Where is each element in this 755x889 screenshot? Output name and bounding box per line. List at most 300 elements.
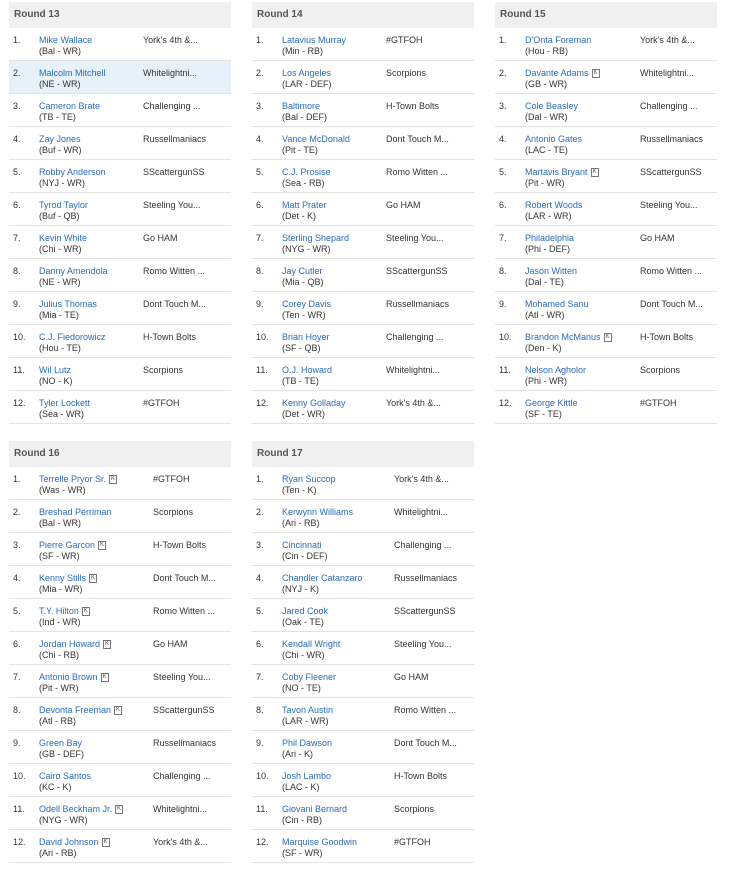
player-team-position: (Mia - WR) — [39, 584, 83, 594]
player-team-position: (NYJ - WR) — [39, 178, 85, 188]
player-link[interactable]: C.J. Fiedorowicz — [39, 332, 106, 342]
pick-row — [9, 28, 231, 61]
keeper-badge: K — [83, 608, 88, 615]
keeper-badge: K — [605, 334, 610, 341]
pick-number: 8. — [13, 266, 21, 276]
player-team-position: (Bal - DEF) — [282, 112, 327, 122]
player-link[interactable]: Julius Thomas — [39, 299, 97, 309]
player-name-cell — [39, 35, 92, 45]
pick-row — [252, 665, 474, 698]
pick-row — [9, 259, 231, 292]
player-name-cell — [39, 134, 81, 144]
pick-number: 7. — [13, 672, 21, 682]
player-team-position: (Was - WR) — [39, 485, 86, 495]
player-name-cell — [525, 200, 582, 210]
player-link[interactable]: Sterling Shepard — [282, 233, 350, 243]
player-link[interactable]: Brian Hoyer — [282, 332, 330, 342]
player-team-position: (LAR - WR) — [525, 211, 572, 221]
player-name-cell — [525, 233, 574, 243]
player-link[interactable]: Kenny Stills — [39, 573, 87, 583]
player-link[interactable]: Tavon Austin — [282, 705, 334, 715]
pick-row — [9, 467, 231, 500]
fantasy-team-name: Romo Witten ... — [386, 167, 449, 177]
player-team-position: (Mia - TE) — [39, 310, 79, 320]
fantasy-team-name: Dont Touch M... — [394, 738, 457, 748]
fantasy-team-name: Scorpions — [143, 365, 184, 375]
player-name-cell — [525, 68, 600, 78]
pick-number: 10. — [256, 771, 269, 781]
player-link[interactable]: Jay Cutler — [282, 266, 323, 276]
pick-number: 10. — [256, 332, 269, 342]
pick-number: 9. — [13, 738, 21, 748]
player-name-cell — [39, 167, 106, 177]
player-name-cell — [39, 837, 110, 847]
pick-number: 4. — [13, 134, 21, 144]
pick-row — [9, 325, 231, 358]
fantasy-team-name: Steeling You... — [394, 639, 452, 649]
fantasy-team-name: H-Town Bolts — [640, 332, 694, 342]
fantasy-team-name: Russellmaniacs — [640, 134, 704, 144]
pick-row — [9, 764, 231, 797]
player-name-cell — [282, 233, 349, 243]
pick-row — [252, 28, 474, 61]
fantasy-team-name: York's 4th &... — [386, 398, 441, 408]
player-link[interactable]: O.J. Howard — [282, 365, 333, 375]
pick-row — [9, 61, 231, 94]
fantasy-team-name: Go HAM — [394, 672, 429, 682]
pick-number: 7. — [256, 672, 264, 682]
player-link[interactable]: Vance McDonald — [282, 134, 350, 144]
player-link[interactable]: Kerwynn Williams — [282, 507, 354, 517]
player-link[interactable]: Cairo Santos — [39, 771, 92, 781]
pick-row — [252, 94, 474, 127]
player-team-position: (Buf - WR) — [39, 145, 82, 155]
player-link[interactable]: Pierre Garcon — [39, 540, 96, 550]
player-link[interactable]: Malcolm Mitchell — [39, 68, 106, 78]
round-header: Round 14 — [252, 2, 474, 28]
fantasy-team-name: #GTFOH — [394, 837, 431, 847]
pick-number: 9. — [256, 299, 264, 309]
player-link[interactable]: Jason Witten — [525, 266, 578, 276]
pick-number: 8. — [13, 705, 21, 715]
pick-number: 6. — [13, 200, 21, 210]
pick-row — [495, 226, 717, 259]
pick-number: 9. — [499, 299, 507, 309]
fantasy-team-name: H-Town Bolts — [153, 540, 207, 550]
fantasy-team-name: Challenging ... — [143, 101, 201, 111]
player-team-position: (Pit - WR) — [39, 683, 79, 693]
player-team-position: (NE - WR) — [39, 277, 81, 287]
player-team-position: (Sea - WR) — [39, 409, 84, 419]
pick-row — [252, 797, 474, 830]
player-team-position: (Chi - RB) — [39, 650, 79, 660]
player-link[interactable]: Robby Anderson — [39, 167, 106, 177]
pick-row — [9, 292, 231, 325]
player-team-position: (TB - TE) — [39, 112, 76, 122]
pick-row — [495, 160, 717, 193]
player-name-cell — [282, 738, 332, 748]
fantasy-team-name: Dont Touch M... — [386, 134, 449, 144]
pick-number: 4. — [256, 134, 264, 144]
player-link[interactable]: Kenny Golladay — [282, 398, 346, 408]
round-panel — [495, 2, 717, 424]
player-team-position: (Phi - DEF) — [525, 244, 570, 254]
pick-row — [495, 292, 717, 325]
pick-number: 12. — [256, 837, 269, 847]
fantasy-team-name: Russellmaniacs — [386, 299, 450, 309]
player-team-position: (Atl - RB) — [39, 716, 76, 726]
pick-row — [252, 566, 474, 599]
player-link[interactable]: Robert Woods — [525, 200, 583, 210]
fantasy-team-name: Scorpions — [394, 804, 435, 814]
player-link[interactable]: Philadelphia — [525, 233, 575, 243]
player-link[interactable]: Davante Adams — [525, 68, 589, 78]
player-link[interactable]: Danny Amendola — [39, 266, 108, 276]
player-link[interactable]: Los Angeles — [282, 68, 332, 78]
pick-row — [252, 292, 474, 325]
player-link[interactable]: Odell Beckham Jr. — [39, 804, 113, 814]
player-link[interactable]: Cole Beasley — [525, 101, 579, 111]
pick-row — [9, 665, 231, 698]
player-link[interactable]: Breshad Perriman — [39, 507, 112, 517]
player-team-position: (Atl - WR) — [525, 310, 565, 320]
player-link[interactable]: Nelson Agholor — [525, 365, 587, 375]
player-name-cell — [282, 68, 331, 78]
player-name-cell — [39, 68, 106, 78]
player-link[interactable]: Baltimore — [282, 101, 321, 111]
pick-row — [252, 358, 474, 391]
fantasy-team-name: #GTFOH — [386, 35, 423, 45]
player-name-cell — [39, 332, 106, 342]
player-link[interactable]: Green Bay — [39, 738, 83, 748]
player-team-position: (NO - K) — [39, 376, 73, 386]
pick-number: 11. — [13, 365, 25, 375]
pick-row — [495, 259, 717, 292]
keeper-badge: K — [592, 169, 597, 176]
player-team-position: (NE - WR) — [39, 79, 81, 89]
player-link[interactable]: Jared Cook — [282, 606, 329, 616]
player-link[interactable]: Terrelle Pryor Sr. — [39, 474, 107, 484]
player-link[interactable]: D'Onta Foreman — [525, 35, 592, 45]
player-link[interactable]: Giovani Bernard — [282, 804, 348, 814]
fantasy-team-name: Dont Touch M... — [640, 299, 703, 309]
player-team-position: (SF - WR) — [282, 848, 323, 858]
player-link[interactable]: Mohamed Sanu — [525, 299, 589, 309]
player-name-cell — [39, 705, 122, 715]
player-name-cell — [525, 332, 612, 342]
player-team-position: (GB - DEF) — [39, 749, 84, 759]
pick-row — [9, 127, 231, 160]
player-link[interactable]: Brandon McManus — [525, 332, 601, 342]
round-panel — [9, 2, 231, 424]
player-link[interactable]: Coby Fleener — [282, 672, 337, 682]
player-name-cell — [525, 365, 586, 375]
player-team-position: (NYJ - K) — [282, 584, 319, 594]
pick-row — [252, 467, 474, 500]
pick-number: 3. — [13, 540, 21, 550]
fantasy-team-name: Romo Witten ... — [640, 266, 703, 276]
player-link[interactable]: Zay Jones — [39, 134, 81, 144]
pick-number: 5. — [499, 167, 507, 177]
pick-number: 5. — [256, 606, 264, 616]
pick-number: 2. — [256, 507, 264, 517]
fantasy-team-name: York's 4th &... — [143, 35, 198, 45]
pick-number: 2. — [499, 68, 507, 78]
round-panel — [252, 2, 474, 424]
pick-row — [9, 94, 231, 127]
pick-number: 4. — [13, 573, 21, 583]
player-team-position: (Det - K) — [282, 211, 317, 221]
round-panel — [252, 441, 474, 863]
player-name-cell — [525, 101, 578, 111]
fantasy-team-name: Dont Touch M... — [153, 573, 216, 583]
player-team-position: (NO - TE) — [282, 683, 321, 693]
round-panel — [9, 441, 231, 863]
pick-row — [9, 391, 231, 424]
fantasy-team-name: Go HAM — [143, 233, 178, 243]
pick-number: 8. — [256, 266, 264, 276]
pick-number: 1. — [256, 35, 264, 45]
pick-row — [495, 61, 717, 94]
pick-row — [252, 599, 474, 632]
pick-row — [252, 632, 474, 665]
fantasy-team-name: Challenging ... — [153, 771, 211, 781]
fantasy-team-name: Scorpions — [386, 68, 427, 78]
player-name-cell — [282, 167, 331, 177]
player-name-cell — [282, 474, 336, 484]
player-team-position: (Ari - RB) — [282, 518, 320, 528]
player-link[interactable]: Ryan Succop — [282, 474, 336, 484]
player-link[interactable]: Martavis Bryant — [525, 167, 588, 177]
player-link[interactable]: David Johnson — [39, 837, 99, 847]
player-team-position: (Mia - QB) — [282, 277, 324, 287]
pick-row — [9, 599, 231, 632]
pick-row — [9, 160, 231, 193]
player-link[interactable]: George Kittle — [525, 398, 578, 408]
pick-number: 6. — [499, 200, 507, 210]
player-name-cell — [282, 35, 346, 45]
pick-row — [9, 533, 231, 566]
fantasy-team-name: Whitelightni... — [153, 804, 208, 814]
keeper-badge: K — [102, 674, 107, 681]
pick-row — [252, 391, 474, 424]
pick-row — [9, 797, 231, 830]
player-team-position: (LAR - DEF) — [282, 79, 332, 89]
pick-number: 6. — [256, 639, 264, 649]
player-link[interactable]: Tyrod Taylor — [39, 200, 88, 210]
player-name-cell — [282, 299, 331, 309]
pick-number: 10. — [13, 332, 26, 342]
pick-row — [252, 226, 474, 259]
pick-number: 11. — [256, 804, 268, 814]
player-team-position: (SF - QB) — [282, 343, 321, 353]
player-team-position: (Dal - WR) — [525, 112, 568, 122]
pick-number: 2. — [13, 507, 21, 517]
round-header: Round 13 — [9, 2, 231, 28]
fantasy-team-name: Challenging ... — [640, 101, 698, 111]
player-link[interactable]: Tyler Lockett — [39, 398, 91, 408]
player-link[interactable]: Matt Prater — [282, 200, 327, 210]
pick-number: 3. — [499, 101, 507, 111]
player-name-cell — [282, 398, 346, 408]
fantasy-team-name: #GTFOH — [143, 398, 180, 408]
player-team-position: (Hou - RB) — [525, 46, 569, 56]
player-team-position: (Den - K) — [525, 343, 562, 353]
player-link[interactable]: Kevin White — [39, 233, 88, 243]
fantasy-team-name: Russellmaniacs — [153, 738, 217, 748]
player-name-cell — [282, 606, 328, 616]
pick-number: 10. — [499, 332, 512, 342]
player-link[interactable]: Devonta Freeman — [39, 705, 112, 715]
pick-number: 3. — [256, 101, 264, 111]
player-name-cell — [39, 365, 71, 375]
pick-row — [252, 533, 474, 566]
player-name-cell — [39, 266, 108, 276]
fantasy-team-name: H-Town Bolts — [386, 101, 440, 111]
fantasy-team-name: Steeling You... — [386, 233, 444, 243]
fantasy-team-name: Romo Witten ... — [394, 705, 457, 715]
player-team-position: (KC - K) — [39, 782, 72, 792]
player-name-cell — [39, 606, 90, 616]
fantasy-team-name: Steeling You... — [153, 672, 211, 682]
player-name-cell — [282, 200, 327, 210]
player-name-cell — [282, 672, 336, 682]
player-name-cell — [282, 266, 323, 276]
fantasy-team-name: Scorpions — [640, 365, 681, 375]
player-team-position: (Chi - WR) — [39, 244, 82, 254]
pick-row — [9, 358, 231, 391]
fantasy-team-name: York's 4th &... — [153, 837, 208, 847]
player-link[interactable]: Marquise Goodwin — [282, 837, 358, 847]
pick-row — [252, 830, 474, 863]
player-team-position: (LAR - WR) — [282, 716, 329, 726]
player-team-position: (Chi - WR) — [282, 650, 325, 660]
player-link[interactable]: Cincinnati — [282, 540, 322, 550]
pick-number: 9. — [256, 738, 264, 748]
player-name-cell — [39, 507, 112, 517]
pick-number: 6. — [256, 200, 264, 210]
keeper-badge: K — [593, 70, 598, 77]
player-team-position: (LAC - K) — [282, 782, 320, 792]
pick-number: 2. — [13, 68, 21, 78]
pick-number: 3. — [13, 101, 21, 111]
pick-number: 3. — [256, 540, 264, 550]
fantasy-team-name: Challenging ... — [386, 332, 444, 342]
player-link[interactable]: Wil Lutz — [39, 365, 72, 375]
player-name-cell — [39, 474, 117, 484]
player-team-position: (LAC - TE) — [525, 145, 568, 155]
player-name-cell — [39, 771, 91, 781]
player-link[interactable]: Antonio Gates — [525, 134, 583, 144]
pick-row — [495, 94, 717, 127]
fantasy-team-name: Russellmaniacs — [394, 573, 458, 583]
pick-number: 1. — [499, 35, 507, 45]
player-name-cell — [282, 540, 322, 550]
player-link[interactable]: Josh Lambo — [282, 771, 332, 781]
player-name-cell — [39, 540, 106, 550]
pick-number: 8. — [499, 266, 507, 276]
player-link[interactable]: Mike Wallace — [39, 35, 93, 45]
fantasy-team-name: H-Town Bolts — [143, 332, 197, 342]
fantasy-team-name: Steeling You... — [640, 200, 698, 210]
player-link[interactable]: Antonio Brown — [39, 672, 98, 682]
player-link[interactable]: C.J. Prosise — [282, 167, 331, 177]
player-name-cell — [39, 101, 100, 111]
player-team-position: (Phi - WR) — [525, 376, 567, 386]
pick-number: 11. — [13, 804, 25, 814]
player-team-position: (SF - TE) — [525, 409, 562, 419]
player-team-position: (Cin - RB) — [282, 815, 322, 825]
fantasy-team-name: Go HAM — [640, 233, 675, 243]
fantasy-team-name: York's 4th &... — [394, 474, 449, 484]
player-link[interactable]: Cameron Brate — [39, 101, 101, 111]
fantasy-team-name: SScattergunSS — [394, 606, 456, 616]
fantasy-team-name: Whitelightni... — [143, 68, 198, 78]
pick-row — [9, 566, 231, 599]
pick-number: 12. — [13, 837, 26, 847]
pick-row — [252, 259, 474, 292]
player-team-position: (Buf - QB) — [39, 211, 80, 221]
player-link[interactable]: Jordan Howard — [39, 639, 101, 649]
keeper-badge: K — [117, 806, 122, 813]
player-team-position: (Ten - K) — [282, 485, 317, 495]
player-team-position: (Ari - RB) — [39, 848, 77, 858]
player-link[interactable]: Chandler Catanzaro — [282, 573, 363, 583]
player-link[interactable]: Latavius Murray — [282, 35, 347, 45]
player-team-position: (Bal - WR) — [39, 518, 81, 528]
keeper-badge: K — [103, 839, 108, 846]
player-name-cell — [39, 573, 97, 583]
player-name-cell — [525, 35, 591, 45]
player-team-position: (Bal - WR) — [39, 46, 81, 56]
fantasy-team-name: SScattergunSS — [143, 167, 205, 177]
pick-row — [9, 226, 231, 259]
keeper-badge: K — [116, 707, 121, 714]
player-team-position: (Cin - DEF) — [282, 551, 328, 561]
player-name-cell — [282, 507, 353, 517]
player-link[interactable]: Phil Dawson — [282, 738, 333, 748]
player-name-cell — [39, 398, 90, 408]
player-name-cell — [39, 804, 123, 814]
fantasy-team-name: Russellmaniacs — [143, 134, 207, 144]
pick-number: 7. — [499, 233, 507, 243]
player-name-cell — [282, 705, 333, 715]
player-team-position: (Ari - K) — [282, 749, 313, 759]
player-link[interactable]: T.Y. Hilton — [39, 606, 79, 616]
fantasy-team-name: SScattergunSS — [386, 266, 448, 276]
player-name-cell — [282, 101, 320, 111]
player-link[interactable]: Kendall Wright — [282, 639, 341, 649]
pick-row — [252, 731, 474, 764]
pick-number: 5. — [13, 167, 21, 177]
player-team-position: (Pit - WR) — [525, 178, 565, 188]
fantasy-team-name: York's 4th &... — [640, 35, 695, 45]
pick-row — [9, 193, 231, 226]
player-name-cell — [282, 134, 350, 144]
pick-row — [495, 358, 717, 391]
player-team-position: (GB - WR) — [525, 79, 567, 89]
pick-row — [9, 698, 231, 731]
pick-row — [495, 391, 717, 424]
player-name-cell — [39, 299, 97, 309]
player-name-cell — [282, 332, 330, 342]
pick-row — [495, 127, 717, 160]
pick-row — [252, 764, 474, 797]
player-link[interactable]: Corey Davis — [282, 299, 332, 309]
fantasy-team-name: SScattergunSS — [153, 705, 215, 715]
fantasy-team-name: Whitelightni... — [640, 68, 695, 78]
round-header: Round 16 — [9, 441, 231, 467]
